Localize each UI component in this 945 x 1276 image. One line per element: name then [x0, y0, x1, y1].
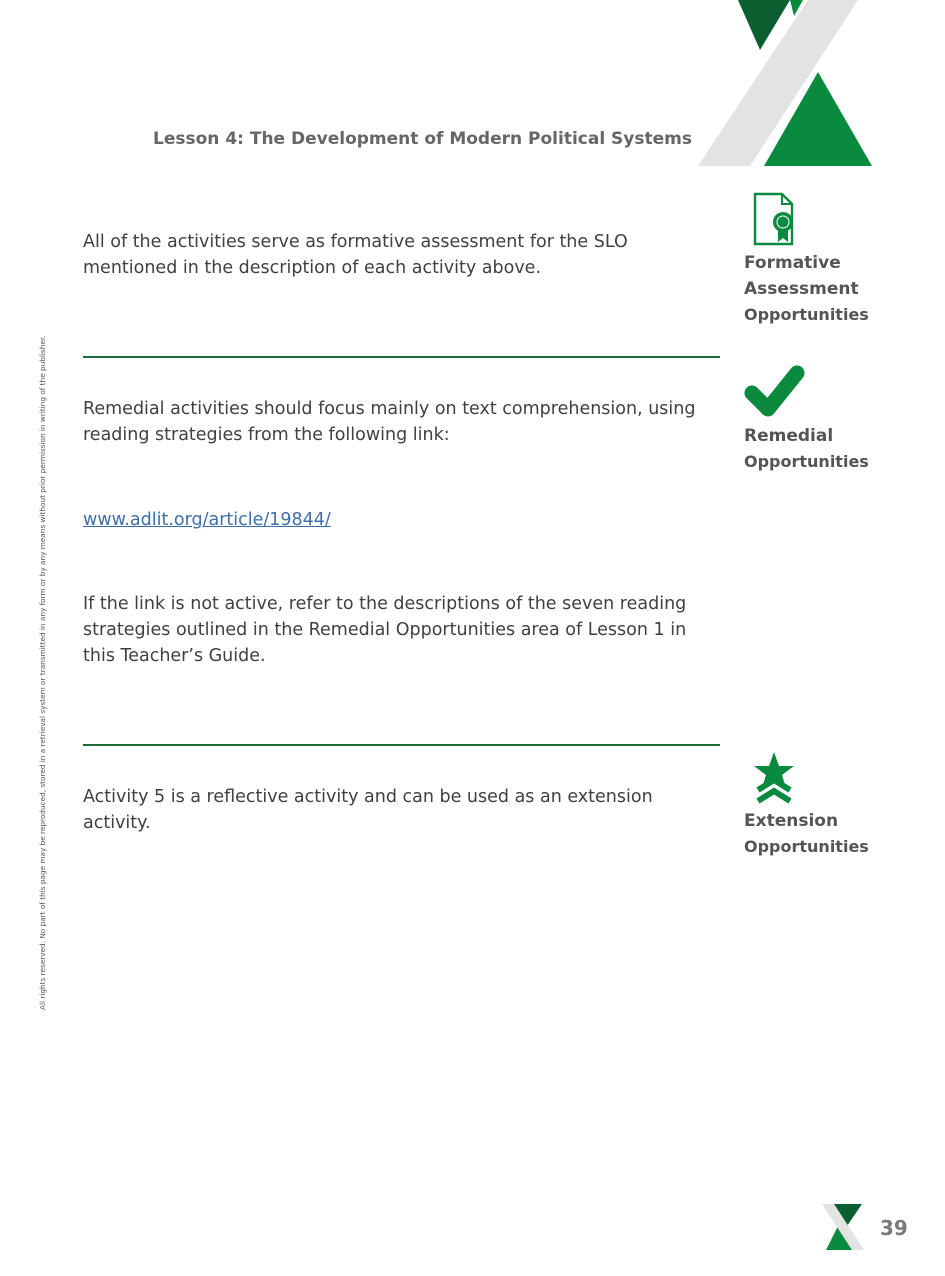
certificate-document-icon — [752, 192, 796, 248]
formative-label — [744, 250, 869, 327]
formative-label-line2: Assessment — [744, 279, 859, 299]
footer-logo — [820, 1204, 866, 1252]
remedial-label-line1: Remedial — [744, 426, 834, 446]
remedial-text: Remedial activities should focus mainly on text comprehension, using reading strategies from the following link: — [83, 399, 696, 445]
formative-text: All of the activities serve as formative assessment for the SLO mentioned in the description of each activity above. — [83, 232, 628, 278]
remedial-label — [744, 423, 869, 474]
remedial-link-paragraph — [83, 507, 723, 533]
page-number: 39 — [880, 1216, 908, 1240]
formative-label-line1: Formative — [744, 253, 841, 273]
extension-text: Activity 5 is a reflective activity and can be used as an extension activity. — [83, 787, 653, 833]
checkmark-icon — [743, 363, 805, 421]
section-divider — [83, 356, 720, 358]
remedial-fallback-text: If the link is not active, refer to the descriptions of the seven reading strategies outlined in the Remedial Opportunities area of Lesson 1 in this Teacher’s Guide. — [83, 594, 687, 666]
formative-label-line3: Opportunities — [744, 305, 869, 324]
lesson-title: Lesson 4: The Development of Modern Political Systems — [153, 129, 692, 149]
extension-label — [744, 808, 869, 859]
copyright-note: All rights reserved. No part of this page may be reproduced, stored in a retrieval system or transmitted in any form or by any means without prior permission in writing of the publisher. — [38, 335, 47, 1010]
section-divider — [83, 744, 720, 746]
extension-label-line2: Opportunities — [744, 837, 869, 856]
star-chevron-icon — [746, 750, 802, 806]
reading-strategies-link[interactable]: www.adlit.org/article/19844/ — [83, 510, 331, 530]
extension-label-line1: Extension — [744, 811, 839, 831]
header-decoration-logo — [690, 0, 880, 168]
remedial-label-line2: Opportunities — [744, 452, 869, 471]
